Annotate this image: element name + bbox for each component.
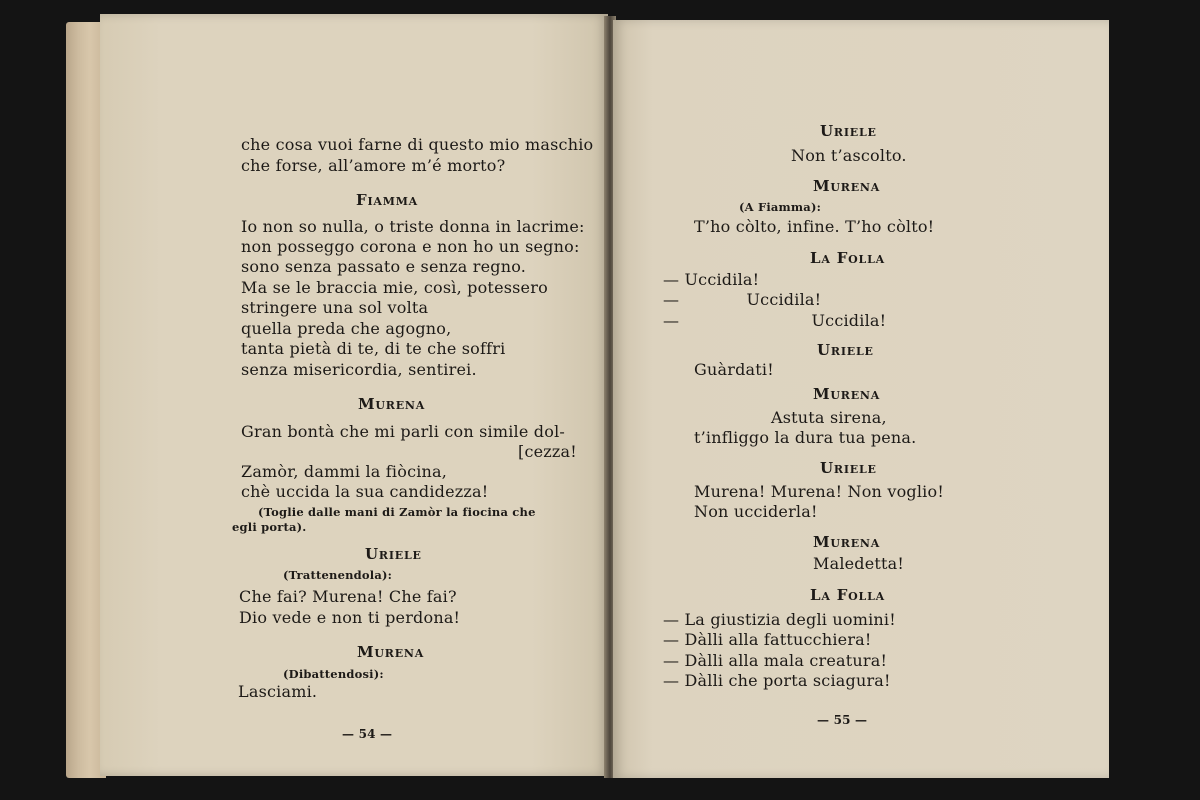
verse-line: Dio vede e non ti perdona!: [239, 608, 461, 627]
speaker-name: Murena: [358, 395, 426, 413]
speaker-name: Uriele: [365, 545, 422, 563]
stage-direction: (Toglie dalle mani di Zamòr la fiocina che egli porta).: [232, 505, 536, 534]
verse-line: — La giustizia degli uomini!: [663, 610, 896, 629]
verse-line: chè uccida la sua candidezza!: [241, 482, 489, 501]
verse-line: Io non so nulla, o triste donna in lacrime:: [241, 217, 585, 236]
verse-line: Non t’ascolto.: [791, 146, 907, 165]
speaker-name: Uriele: [817, 341, 874, 359]
verse-line-continuation: [cezza!: [518, 442, 577, 461]
verse-line: Che fai? Murena! Che fai?: [239, 587, 457, 606]
verse-line: Lasciami.: [238, 682, 318, 701]
verse-line: — Uccidila!: [663, 290, 822, 309]
verse-line: tanta pietà di te, di te che soffri: [241, 339, 506, 358]
left-page: [100, 14, 608, 776]
verse-line: — Uccidila!: [663, 270, 760, 289]
verse-line: T’ho còlto, infine. T’ho còlto!: [694, 217, 935, 236]
verse-line: sono senza passato e senza regno.: [241, 257, 527, 276]
page-number: — 55 —: [817, 713, 868, 727]
verse-line: — Uccidila!: [663, 311, 887, 330]
verse-line: — Dàlli alla mala creatura!: [663, 651, 888, 670]
stage-direction: (Dibattendosi):: [283, 667, 384, 681]
verse-line: Non ucciderla!: [694, 502, 818, 521]
verse-line: non posseggo corona e non ho un segno:: [241, 237, 580, 256]
page-number: — 54 —: [342, 727, 393, 741]
verse-line: stringere una sol volta: [241, 298, 429, 317]
verse-line: Ma se le braccia mie, così, potessero: [241, 278, 548, 297]
speaker-name: Murena: [357, 643, 425, 661]
verse-line: quella preda che agogno,: [241, 319, 452, 338]
verse-line: Maledetta!: [813, 554, 905, 573]
verse-line: t’infliggo la dura tua pena.: [694, 428, 917, 447]
verse-line: Murena! Murena! Non voglio!: [694, 482, 944, 501]
verse-line: Gran bontà che mi parli con simile dol-: [241, 422, 566, 441]
speaker-name: Uriele: [820, 459, 877, 477]
stage-direction: (Trattenendola):: [283, 568, 393, 582]
verse-line: Guàrdati!: [694, 360, 774, 379]
speaker-name: La Folla: [810, 249, 885, 267]
stage-direction: (A Fiamma):: [739, 200, 822, 214]
verse-line: senza misericordia, sentirei.: [241, 360, 477, 379]
verse-line: che forse, all’amore m’é morto?: [241, 156, 506, 175]
right-page: [613, 20, 1109, 778]
verse-line: che cosa vuoi farne di questo mio maschio: [241, 135, 594, 154]
speaker-name: Murena: [813, 385, 881, 403]
verse-line: — Dàlli che porta sciagura!: [663, 671, 891, 690]
speaker-name: Murena: [813, 533, 881, 551]
speaker-name: Murena: [813, 177, 881, 195]
speaker-name: Uriele: [820, 122, 877, 140]
speaker-name: Fiamma: [356, 191, 419, 209]
speaker-name: La Folla: [810, 586, 885, 604]
verse-line: Zamòr, dammi la fiòcina,: [241, 462, 448, 481]
verse-line: — Dàlli alla fattucchiera!: [663, 630, 872, 649]
verse-line: Astuta sirena,: [771, 408, 887, 427]
